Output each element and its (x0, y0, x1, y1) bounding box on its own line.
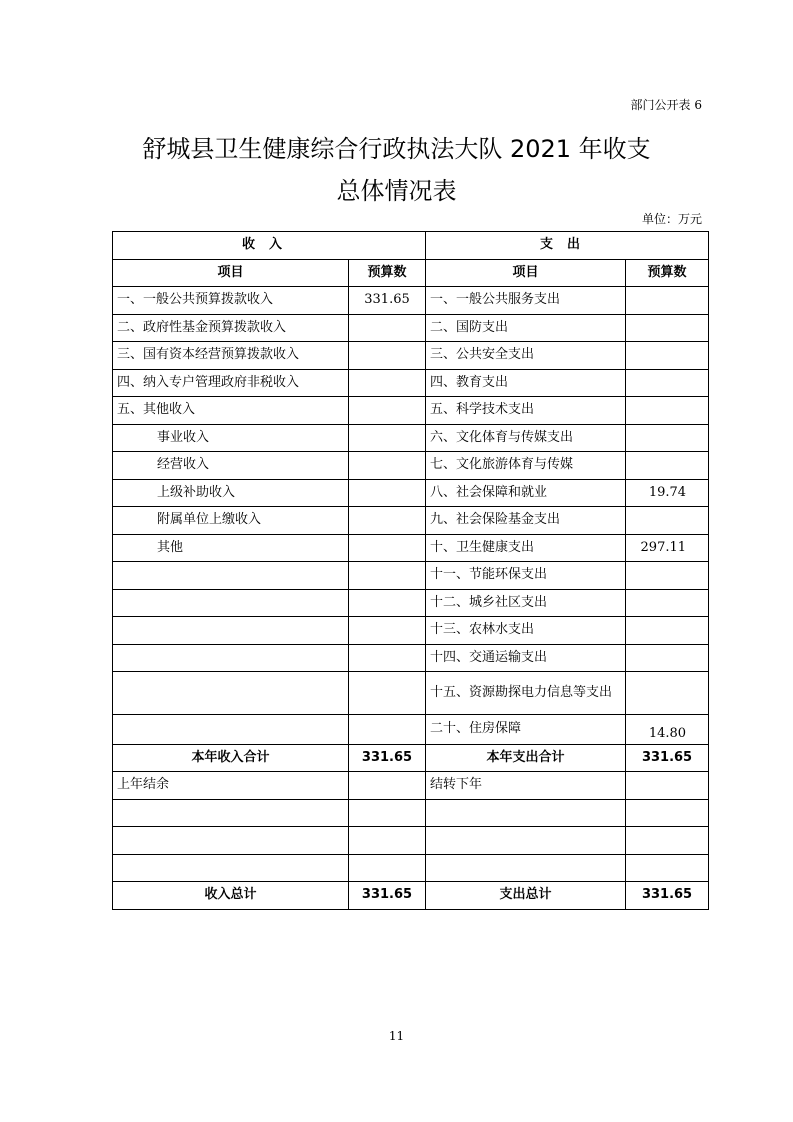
carry-forward-label: 结转下年 (426, 772, 626, 800)
table-row (113, 617, 709, 645)
grand-total-row (113, 882, 709, 910)
empty-row (113, 827, 709, 855)
expense-item: 四、教育支出 (426, 369, 626, 397)
income-value (349, 369, 426, 397)
page-title: 舒城县卫生健康综合行政执法大队 2021 年收支 (142, 135, 651, 163)
empty-row (113, 799, 709, 827)
expense-value (626, 287, 709, 315)
carry-forward-value (626, 772, 709, 800)
empty-cell (113, 827, 349, 855)
table-row (113, 342, 709, 370)
table-row (113, 507, 709, 535)
income-value: 331.65 (349, 287, 426, 315)
expense-subtotal-value: 331.65 (626, 744, 709, 772)
expense-value (626, 424, 709, 452)
expense-value (626, 397, 709, 425)
table-row (113, 314, 709, 342)
income-subtotal-label: 本年收入合计 (113, 744, 349, 772)
page-number: 11 (388, 1029, 405, 1043)
expense-item: 一、一般公共服务支出 (426, 287, 626, 315)
income-item (113, 589, 349, 617)
expense-value (626, 644, 709, 672)
income-item: 二、政府性基金预算拨款收入 (113, 314, 349, 342)
carryover-row (113, 772, 709, 800)
table-row (113, 369, 709, 397)
expense-value (626, 314, 709, 342)
empty-cell (626, 799, 709, 827)
expense-item: 二、国防支出 (426, 314, 626, 342)
expense-value (626, 589, 709, 617)
income-item (113, 672, 349, 715)
expense-value (626, 452, 709, 480)
table-row (113, 672, 709, 715)
income-item: 一、一般公共预算拨款收入 (113, 287, 349, 315)
expense-value (626, 672, 709, 715)
empty-cell (426, 827, 626, 855)
income-total-value: 331.65 (349, 882, 426, 910)
subtotal-row (113, 744, 709, 772)
table-row (113, 452, 709, 480)
page-subtitle: 总体情况表 (336, 177, 457, 205)
expense-value: 14.80 (626, 715, 709, 745)
empty-cell (349, 799, 426, 827)
income-subtotal-value: 331.65 (349, 744, 426, 772)
table-row (113, 479, 709, 507)
expense-value: 19.74 (626, 479, 709, 507)
expense-item: 十二、城乡社区支出 (426, 589, 626, 617)
table-row (113, 589, 709, 617)
empty-cell (626, 854, 709, 882)
income-item: 事业收入 (113, 424, 349, 452)
expense-item-header: 项目 (426, 259, 626, 287)
income-value (349, 672, 426, 715)
empty-cell (626, 827, 709, 855)
income-item: 其他 (113, 534, 349, 562)
table-row (113, 397, 709, 425)
income-budget-header: 预算数 (349, 259, 426, 287)
income-value (349, 534, 426, 562)
expense-item: 九、社会保险基金支出 (426, 507, 626, 535)
income-value (349, 452, 426, 480)
income-item: 上级补助收入 (113, 479, 349, 507)
expense-item: 十四、交通运输支出 (426, 644, 626, 672)
table-row (113, 562, 709, 590)
expense-item: 十、卫生健康支出 (426, 534, 626, 562)
income-item (113, 715, 349, 745)
table-row (113, 424, 709, 452)
empty-cell (426, 854, 626, 882)
expense-item: 十一、节能环保支出 (426, 562, 626, 590)
expense-value (626, 507, 709, 535)
expense-subtotal-label: 本年支出合计 (426, 744, 626, 772)
expense-total-value: 331.65 (626, 882, 709, 910)
empty-cell (426, 799, 626, 827)
income-value (349, 479, 426, 507)
income-item: 四、纳入专户管理政府非税收入 (113, 369, 349, 397)
expense-item: 十五、资源勘探电力信息等支出 (426, 672, 626, 715)
expense-item: 七、文化旅游体育与传媒 (426, 452, 626, 480)
expense-item: 五、科学技术支出 (426, 397, 626, 425)
unit-label: 单位：万元 (641, 212, 702, 226)
expense-item: 六、文化体育与传媒支出 (426, 424, 626, 452)
table-row (113, 715, 709, 745)
empty-cell (113, 799, 349, 827)
income-value (349, 397, 426, 425)
expense-item: 八、社会保障和就业 (426, 479, 626, 507)
empty-cell (349, 854, 426, 882)
expense-value (626, 562, 709, 590)
expense-value (626, 617, 709, 645)
expense-section-header: 支出 (426, 232, 709, 260)
empty-row (113, 854, 709, 882)
table-code: 部门公开表 6 (630, 98, 702, 112)
table-row (113, 644, 709, 672)
income-value (349, 314, 426, 342)
income-value (349, 715, 426, 745)
column-header-row (113, 259, 709, 287)
income-item-header: 项目 (113, 259, 349, 287)
budget-table (112, 231, 709, 910)
income-value (349, 562, 426, 590)
income-value (349, 589, 426, 617)
expense-total-label: 支出总计 (426, 882, 626, 910)
income-value (349, 507, 426, 535)
prior-year-balance-label: 上年结余 (113, 772, 349, 800)
empty-cell (349, 827, 426, 855)
income-section-header: 收入 (113, 232, 426, 260)
income-value (349, 617, 426, 645)
income-item: 经营收入 (113, 452, 349, 480)
table-row (113, 534, 709, 562)
expense-value (626, 342, 709, 370)
income-total-label: 收入总计 (113, 882, 349, 910)
income-item: 五、其他收入 (113, 397, 349, 425)
expense-budget-header: 预算数 (626, 259, 709, 287)
income-value (349, 342, 426, 370)
section-header-row (113, 232, 709, 260)
expense-item: 三、公共安全支出 (426, 342, 626, 370)
income-item: 附属单位上缴收入 (113, 507, 349, 535)
income-item (113, 644, 349, 672)
income-item (113, 617, 349, 645)
income-item (113, 562, 349, 590)
expense-value: 297.11 (626, 534, 709, 562)
income-value (349, 424, 426, 452)
empty-cell (113, 854, 349, 882)
table-row (113, 287, 709, 315)
expense-item: 二十、住房保障 (426, 715, 626, 745)
prior-year-balance-value (349, 772, 426, 800)
expense-item: 十三、农林水支出 (426, 617, 626, 645)
income-value (349, 644, 426, 672)
expense-value (626, 369, 709, 397)
income-item: 三、国有资本经营预算拨款收入 (113, 342, 349, 370)
